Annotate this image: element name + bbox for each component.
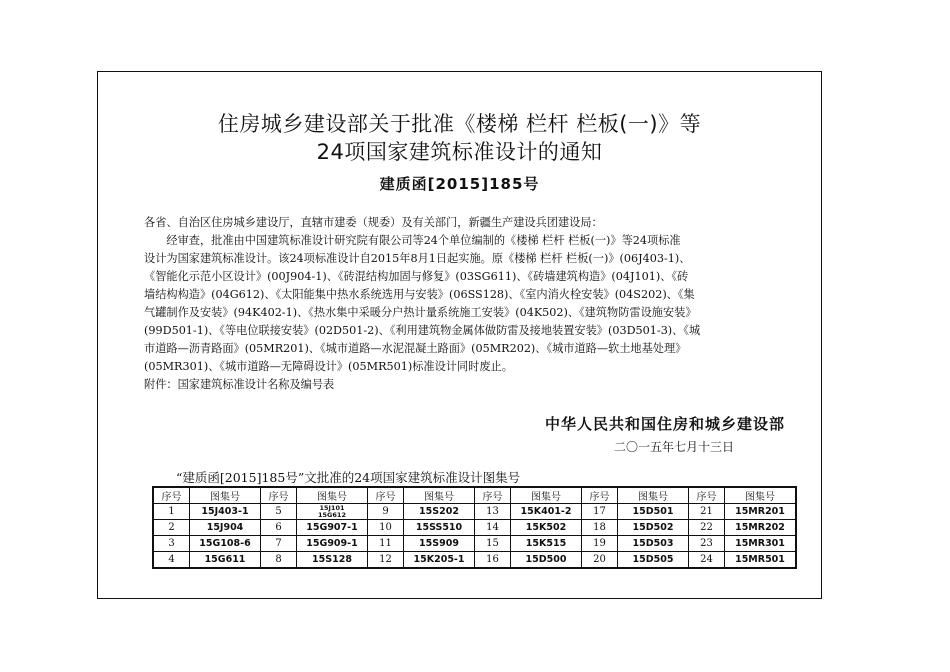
code-cell: 15MR201	[725, 504, 796, 520]
seq-cell: 11	[368, 536, 404, 552]
seq-cell: 8	[261, 552, 297, 568]
header-code: 图集号	[297, 488, 368, 504]
code-cell: 15D501	[618, 504, 689, 520]
seq-cell: 19	[582, 536, 618, 552]
code-cell: 15J403-1	[190, 504, 261, 520]
code-cell: 15G909-1	[297, 536, 368, 552]
code-cell: 15D503	[618, 536, 689, 552]
code-cell: 15G108-6	[190, 536, 261, 552]
code-cell: 15K515	[511, 536, 582, 552]
atlas-number-table	[152, 486, 797, 569]
body-line: 设计为国家建筑标准设计。该24项标准设计自2015年8月1日起实施。原《楼梯 栏杆 栏板(一)》(06J403-1)、	[144, 252, 691, 265]
seq-cell: 13	[475, 504, 511, 520]
code-cell: 15S909	[404, 536, 475, 552]
header-seq: 序号	[154, 488, 190, 504]
header-seq: 序号	[689, 488, 725, 504]
seq-cell: 15	[475, 536, 511, 552]
table-row	[154, 552, 796, 568]
code-cell: 15G611	[190, 552, 261, 568]
seq-cell: 24	[689, 552, 725, 568]
header-code: 图集号	[725, 488, 796, 504]
seq-cell: 14	[475, 520, 511, 536]
body-line: (99D501-1)、《等电位联接安装》(02D501-2)、《利用建筑物金属体做防雷及接地装置安装》(03D501-3)、《城	[144, 324, 701, 337]
seq-cell: 6	[261, 520, 297, 536]
notice-title-line-2: 24项国家建筑标准设计的通知	[316, 140, 603, 164]
notice-title-line-1: 住房城乡建设部关于批准《楼梯 栏杆 栏板(一)》等	[217, 112, 702, 136]
code-cell: 15D502	[618, 520, 689, 536]
code-cell: 15SS510	[404, 520, 475, 536]
table-row	[154, 520, 796, 536]
seq-cell: 12	[368, 552, 404, 568]
code-cell-double	[297, 504, 368, 520]
code-line-2: 15G612	[318, 510, 346, 519]
code-cell: 15D500	[511, 552, 582, 568]
code-cell: 15MR301	[725, 536, 796, 552]
header-code: 图集号	[511, 488, 582, 504]
header-code: 图集号	[190, 488, 261, 504]
seq-cell: 7	[261, 536, 297, 552]
body-line: (05MR301)、《城市道路—无障碍设计》(05MR501)标准设计同时废止。	[144, 360, 513, 373]
seq-cell: 20	[582, 552, 618, 568]
issue-date: 二〇一五年七月十三日	[613, 440, 734, 454]
code-cell: 15J904	[190, 520, 261, 536]
table-row	[154, 536, 796, 552]
seq-cell: 23	[689, 536, 725, 552]
seq-cell: 10	[368, 520, 404, 536]
seq-cell: 21	[689, 504, 725, 520]
code-cell: 15K205-1	[404, 552, 475, 568]
code-cell: 15MR501	[725, 552, 796, 568]
table-header-row	[154, 488, 796, 504]
seq-cell: 22	[689, 520, 725, 536]
seq-cell: 4	[154, 552, 190, 568]
header-seq: 序号	[368, 488, 404, 504]
table-row	[154, 504, 796, 520]
seq-cell: 3	[154, 536, 190, 552]
body-line: 经审查，批准由中国建筑标准设计研究院有限公司等24个单位编制的《楼梯 栏杆 栏板(一)》等24项标准	[144, 234, 681, 247]
seq-cell: 1	[154, 504, 190, 520]
header-seq: 序号	[261, 488, 297, 504]
seq-cell: 9	[368, 504, 404, 520]
body-line: 墙结构构造》(04G612)、《太阳能集中热水系统选用与安装》(06SS128)、《室内消火栓安装》(04S202)、《集	[144, 288, 695, 301]
attachment-line: 附件：国家建筑标准设计名称及编号表	[144, 378, 335, 391]
code-cell: 15K401-2	[511, 504, 582, 520]
seq-cell: 18	[582, 520, 618, 536]
table-caption: “建质函[2015]185号”文批准的24项国家建筑标准设计图集号	[176, 470, 521, 485]
header-seq: 序号	[582, 488, 618, 504]
seq-cell: 5	[261, 504, 297, 520]
code-cell: 15K502	[511, 520, 582, 536]
code-cell: 15D505	[618, 552, 689, 568]
body-line: 市道路—沥青路面》(05MR201)、《城市道路—水泥混凝土路面》(05MR202)、《城市道路—软土地基处理》	[144, 342, 687, 355]
code-cell: 15S202	[404, 504, 475, 520]
salutation: 各省、自治区住房城乡建设厅，直辖市建委（规委）及有关部门，新疆生产建设兵团建设局：	[144, 216, 603, 229]
document-frame	[97, 71, 822, 599]
seq-cell: 16	[475, 552, 511, 568]
header-code: 图集号	[404, 488, 475, 504]
seq-cell: 17	[582, 504, 618, 520]
document-number: 建质函[2015]185号	[379, 175, 540, 193]
header-seq: 序号	[475, 488, 511, 504]
body-line: 《智能化示范小区设计》(00J904-1)、《砖混结构加固与修复》(03SG611)、《砖墙建筑构造》(04J101)、《砖	[144, 270, 689, 283]
code-cell: 15G907-1	[297, 520, 368, 536]
code-cell: 15S128	[297, 552, 368, 568]
body-line: 气罐制作及安装》(94K402-1)、《热水集中采暖分户热计量系统施工安装》(04K502)、《建筑物防雷设施安装》	[144, 306, 697, 319]
header-code: 图集号	[618, 488, 689, 504]
code-line-1: 15J101	[319, 503, 345, 512]
code-cell: 15MR202	[725, 520, 796, 536]
issuing-authority: 中华人民共和国住房和城乡建设部	[544, 415, 785, 433]
seq-cell: 2	[154, 520, 190, 536]
